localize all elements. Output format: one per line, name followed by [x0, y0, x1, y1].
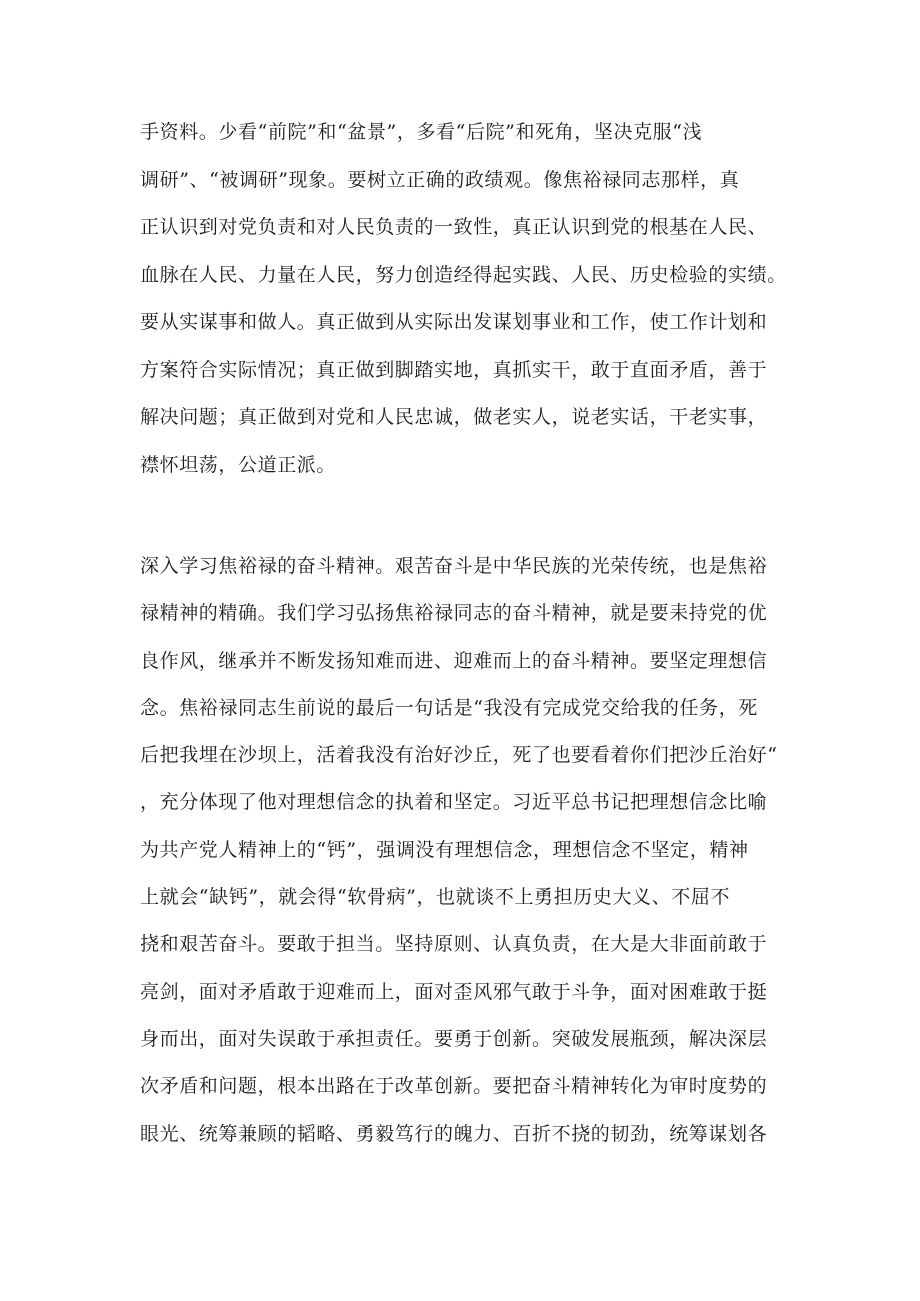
text-line: 调研”、“被调研”现象。要树立正确的政绩观。像焦裕禄同志那样，真 — [140, 168, 740, 191]
text-line: 禄精神的精确。我们学习弘扬焦裕禄同志的奋斗精神，就是要耒持党的优 — [140, 602, 768, 625]
text-line: 亮剑，面对矛盾敢于迎难而上，面对歪风邪气敢于斗争，面对困难敢于挺 — [140, 980, 768, 1003]
text-line: 方案符合实际情况；真正做到脚踏实地，真抓实干，敢于直面矛盾，善于 — [140, 358, 768, 381]
text-line: 解决问题；真正做到对党和人民忠诚，做老实人，说老实话，干老实事， — [140, 406, 768, 428]
text-line: ，充分体现了他对理想信念的执着和坚定。习近平总书记把理想信念比喻 — [140, 791, 768, 814]
text-line: 要从实谋事和做人。真正做到从实际出发谋划事业和工作，使工作计划和 — [140, 311, 768, 333]
text-line: 身而出，面对失误敢于承担责任。要勇于创新。突破发展瓶颈，解决深层 — [140, 1027, 768, 1050]
text-line: 襟怀坦荡，公道正派。 — [140, 453, 337, 476]
text-line: 血脉在人民、力量在人民，努力创造经得起实践、人民、历史检验的实绩。 — [140, 263, 787, 286]
text-line: 良作风，继承并不断发扬知难而进、迎难而上的奋斗精神。要坚定理想信 — [140, 649, 768, 672]
text-line: 挠和艰苦奋斗。要敢于担当。坚持原则、认真负责，在大是大非面前敢于 — [140, 933, 768, 956]
text-line: 眼光、统筹兼顾的韬略、勇毅笃行的魄力、百折不挠的韧劲，统筹谋划各 — [140, 1122, 768, 1145]
text-line: 后把我埋在沙坝上，活着我没有治好沙丘，死了也要看着你们把沙丘治好“ — [140, 744, 778, 767]
text-line: 念。焦裕禄同志生前说的最后一句话是“我没有完成党交给我的任务，死 — [140, 696, 758, 719]
text-line: 深入学习焦裕禄的奋斗精神。艰苦奋斗是中华民族的光荣传统，也是焦裕 — [140, 555, 768, 577]
text-line: 次矛盾和问题，根本出路在于改革创新。要把奋斗精神转化为审时度势的 — [140, 1075, 768, 1098]
text-line: 正认识到对党负责和对人民负责的一致性，真正认识到党的根基在人民、 — [140, 216, 768, 238]
text-line: 为共产党人精神上的“钙”，强调没有理想信念，理想信念不坚定，精神 — [140, 838, 749, 861]
text-line: 手资料。少看“前院”和“盆景”，多看“后院”和死角，坚决克服“浅 — [140, 121, 703, 143]
paragraph-struggle-spirit — [140, 548, 800, 1163]
paragraph-political-achievement — [140, 114, 800, 494]
text-line: 上就会“缺钙”，就会得“软骨病”，也就谈不上勇担历史大义、不屈不 — [140, 886, 731, 909]
